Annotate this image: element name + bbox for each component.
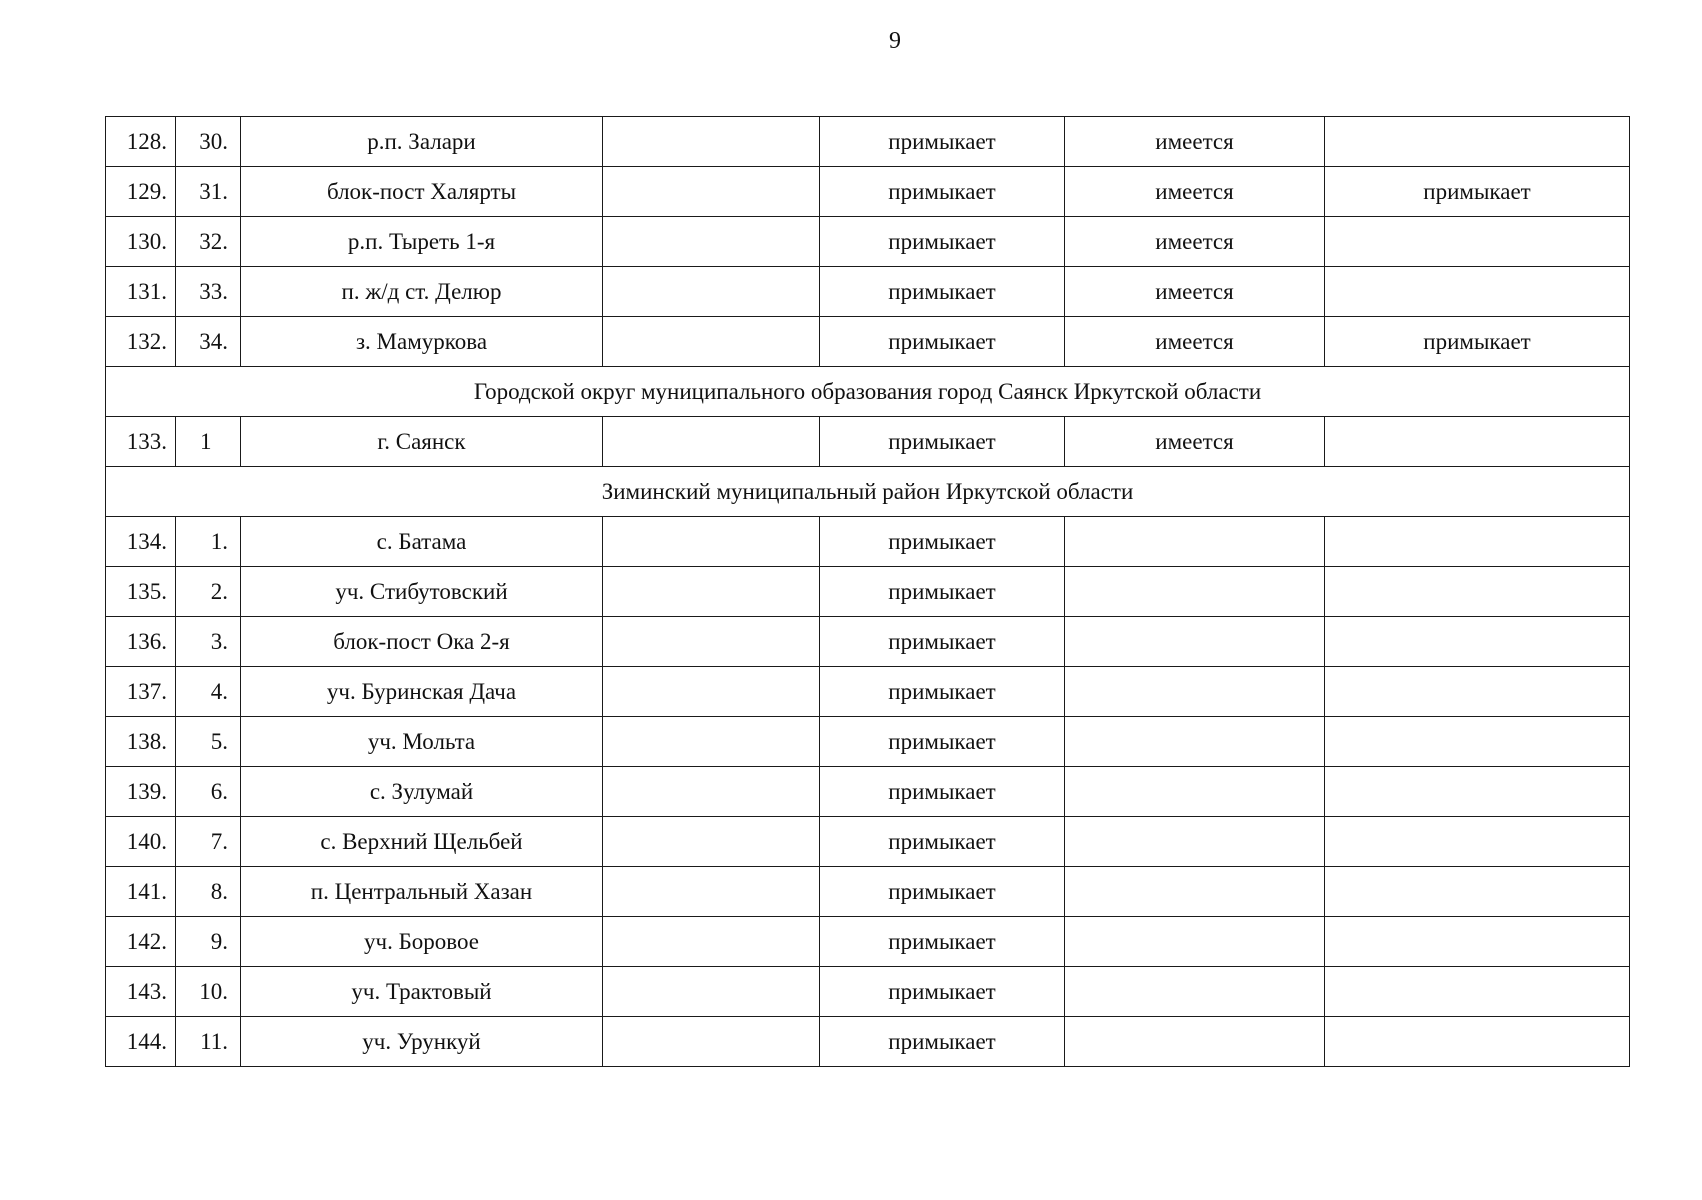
column-7-cell bbox=[1325, 667, 1630, 717]
row-number-cell: 136. bbox=[106, 617, 176, 667]
settlement-name-cell: уч. Мольта bbox=[241, 717, 603, 767]
column-7-cell bbox=[1325, 267, 1630, 317]
column-4-cell bbox=[603, 517, 820, 567]
settlement-name-cell: р.п. Залари bbox=[241, 117, 603, 167]
column-5-cell: примыкает bbox=[820, 667, 1065, 717]
column-5-cell: примыкает bbox=[820, 317, 1065, 367]
column-4-cell bbox=[603, 317, 820, 367]
settlement-name-cell: уч. Урункуй bbox=[241, 1017, 603, 1067]
column-7-cell bbox=[1325, 1017, 1630, 1067]
table-row bbox=[106, 967, 1630, 1017]
column-6-cell: имеется bbox=[1065, 217, 1325, 267]
row-number-cell: 134. bbox=[106, 517, 176, 567]
settlement-name-cell: з. Мамуркова bbox=[241, 317, 603, 367]
column-5-cell: примыкает bbox=[820, 267, 1065, 317]
table-row bbox=[106, 1017, 1630, 1067]
sub-number-cell: 6. bbox=[176, 767, 241, 817]
column-6-cell bbox=[1065, 1017, 1325, 1067]
column-7-cell bbox=[1325, 617, 1630, 667]
row-number-cell: 133. bbox=[106, 417, 176, 467]
column-7-cell bbox=[1325, 567, 1630, 617]
column-6-cell: имеется bbox=[1065, 417, 1325, 467]
column-5-cell: примыкает bbox=[820, 917, 1065, 967]
settlement-name-cell: п. Центральный Хазан bbox=[241, 867, 603, 917]
sub-number-cell: 9. bbox=[176, 917, 241, 967]
sub-number-cell: 34. bbox=[176, 317, 241, 367]
settlement-name-cell: уч. Буринская Дача bbox=[241, 667, 603, 717]
settlement-name-cell: с. Зулумай bbox=[241, 767, 603, 817]
settlements-table bbox=[105, 116, 1630, 1067]
column-7-cell: примыкает bbox=[1325, 167, 1630, 217]
column-6-cell bbox=[1065, 867, 1325, 917]
column-4-cell bbox=[603, 667, 820, 717]
column-6-cell: имеется bbox=[1065, 117, 1325, 167]
column-5-cell: примыкает bbox=[820, 1017, 1065, 1067]
column-5-cell: примыкает bbox=[820, 717, 1065, 767]
column-4-cell bbox=[603, 1017, 820, 1067]
row-number-cell: 137. bbox=[106, 667, 176, 717]
section-header-row bbox=[106, 367, 1630, 417]
row-number-cell: 143. bbox=[106, 967, 176, 1017]
column-4-cell bbox=[603, 917, 820, 967]
table-row bbox=[106, 867, 1630, 917]
row-number-cell: 128. bbox=[106, 117, 176, 167]
column-6-cell bbox=[1065, 767, 1325, 817]
table-row bbox=[106, 667, 1630, 717]
row-number-cell: 131. bbox=[106, 267, 176, 317]
column-6-cell: имеется bbox=[1065, 267, 1325, 317]
table-row bbox=[106, 517, 1630, 567]
column-5-cell: примыкает bbox=[820, 967, 1065, 1017]
column-4-cell bbox=[603, 867, 820, 917]
column-4-cell bbox=[603, 417, 820, 467]
settlement-name-cell: с. Верхний Щельбей bbox=[241, 817, 603, 867]
sub-number-cell: 4. bbox=[176, 667, 241, 717]
column-6-cell: имеется bbox=[1065, 167, 1325, 217]
column-5-cell: примыкает bbox=[820, 817, 1065, 867]
column-7-cell bbox=[1325, 717, 1630, 767]
table-row bbox=[106, 267, 1630, 317]
column-7-cell bbox=[1325, 517, 1630, 567]
page-number: 9 bbox=[889, 28, 901, 54]
table-row bbox=[106, 117, 1630, 167]
column-7-cell bbox=[1325, 417, 1630, 467]
column-7-cell bbox=[1325, 817, 1630, 867]
column-6-cell bbox=[1065, 617, 1325, 667]
settlement-name-cell: п. ж/д ст. Делюр bbox=[241, 267, 603, 317]
column-6-cell bbox=[1065, 967, 1325, 1017]
column-6-cell bbox=[1065, 567, 1325, 617]
section-title: Городской округ муниципального образования город Саянск Иркутской области bbox=[106, 367, 1630, 417]
sub-number-cell: 7. bbox=[176, 817, 241, 867]
column-4-cell bbox=[603, 817, 820, 867]
table-row bbox=[106, 567, 1630, 617]
settlement-name-cell: г. Саянск bbox=[241, 417, 603, 467]
column-6-cell bbox=[1065, 917, 1325, 967]
sub-number-cell: 30. bbox=[176, 117, 241, 167]
column-5-cell: примыкает bbox=[820, 417, 1065, 467]
table-row bbox=[106, 917, 1630, 967]
table-row bbox=[106, 317, 1630, 367]
column-6-cell bbox=[1065, 817, 1325, 867]
column-5-cell: примыкает bbox=[820, 117, 1065, 167]
column-7-cell bbox=[1325, 217, 1630, 267]
column-7-cell bbox=[1325, 867, 1630, 917]
table-row bbox=[106, 167, 1630, 217]
sub-number-cell: 3. bbox=[176, 617, 241, 667]
table-body bbox=[106, 117, 1630, 1067]
settlement-name-cell: уч. Боровое bbox=[241, 917, 603, 967]
column-4-cell bbox=[603, 767, 820, 817]
row-number-cell: 135. bbox=[106, 567, 176, 617]
row-number-cell: 138. bbox=[106, 717, 176, 767]
table-row bbox=[106, 817, 1630, 867]
settlement-name-cell: блок-пост Ока 2-я bbox=[241, 617, 603, 667]
row-number-cell: 140. bbox=[106, 817, 176, 867]
settlement-name-cell: р.п. Тыреть 1-я bbox=[241, 217, 603, 267]
column-7-cell bbox=[1325, 967, 1630, 1017]
sub-number-cell: 11. bbox=[176, 1017, 241, 1067]
table-row bbox=[106, 617, 1630, 667]
table-row bbox=[106, 217, 1630, 267]
row-number-cell: 130. bbox=[106, 217, 176, 267]
settlement-name-cell: уч. Стибутовский bbox=[241, 567, 603, 617]
column-4-cell bbox=[603, 267, 820, 317]
section-header-row bbox=[106, 467, 1630, 517]
row-number-cell: 132. bbox=[106, 317, 176, 367]
settlement-name-cell: с. Батама bbox=[241, 517, 603, 567]
column-6-cell bbox=[1065, 667, 1325, 717]
sub-number-cell: 8. bbox=[176, 867, 241, 917]
row-number-cell: 141. bbox=[106, 867, 176, 917]
column-4-cell bbox=[603, 117, 820, 167]
column-4-cell bbox=[603, 617, 820, 667]
column-6-cell: имеется bbox=[1065, 317, 1325, 367]
column-5-cell: примыкает bbox=[820, 767, 1065, 817]
sub-number-cell: 31. bbox=[176, 167, 241, 217]
row-number-cell: 139. bbox=[106, 767, 176, 817]
sub-number-cell: 33. bbox=[176, 267, 241, 317]
column-4-cell bbox=[603, 967, 820, 1017]
column-5-cell: примыкает bbox=[820, 567, 1065, 617]
table-row bbox=[106, 767, 1630, 817]
sub-number-cell: 32. bbox=[176, 217, 241, 267]
sub-number-cell: 5. bbox=[176, 717, 241, 767]
column-4-cell bbox=[603, 567, 820, 617]
column-4-cell bbox=[603, 167, 820, 217]
column-5-cell: примыкает bbox=[820, 167, 1065, 217]
column-5-cell: примыкает bbox=[820, 617, 1065, 667]
row-number-cell: 129. bbox=[106, 167, 176, 217]
section-title: Зиминский муниципальный район Иркутской области bbox=[106, 467, 1630, 517]
sub-number-cell: 10. bbox=[176, 967, 241, 1017]
settlement-name-cell: блок-пост Халярты bbox=[241, 167, 603, 217]
sub-number-cell: 1. bbox=[176, 517, 241, 567]
row-number-cell: 144. bbox=[106, 1017, 176, 1067]
column-5-cell: примыкает bbox=[820, 217, 1065, 267]
column-6-cell bbox=[1065, 717, 1325, 767]
column-4-cell bbox=[603, 217, 820, 267]
table-row bbox=[106, 417, 1630, 467]
column-4-cell bbox=[603, 717, 820, 767]
sub-number-cell: 1 bbox=[176, 417, 241, 467]
row-number-cell: 142. bbox=[106, 917, 176, 967]
column-7-cell: примыкает bbox=[1325, 317, 1630, 367]
settlement-name-cell: уч. Трактовый bbox=[241, 967, 603, 1017]
column-6-cell bbox=[1065, 517, 1325, 567]
column-5-cell: примыкает bbox=[820, 867, 1065, 917]
column-5-cell: примыкает bbox=[820, 517, 1065, 567]
column-7-cell bbox=[1325, 117, 1630, 167]
column-7-cell bbox=[1325, 917, 1630, 967]
column-7-cell bbox=[1325, 767, 1630, 817]
table-row bbox=[106, 717, 1630, 767]
sub-number-cell: 2. bbox=[176, 567, 241, 617]
